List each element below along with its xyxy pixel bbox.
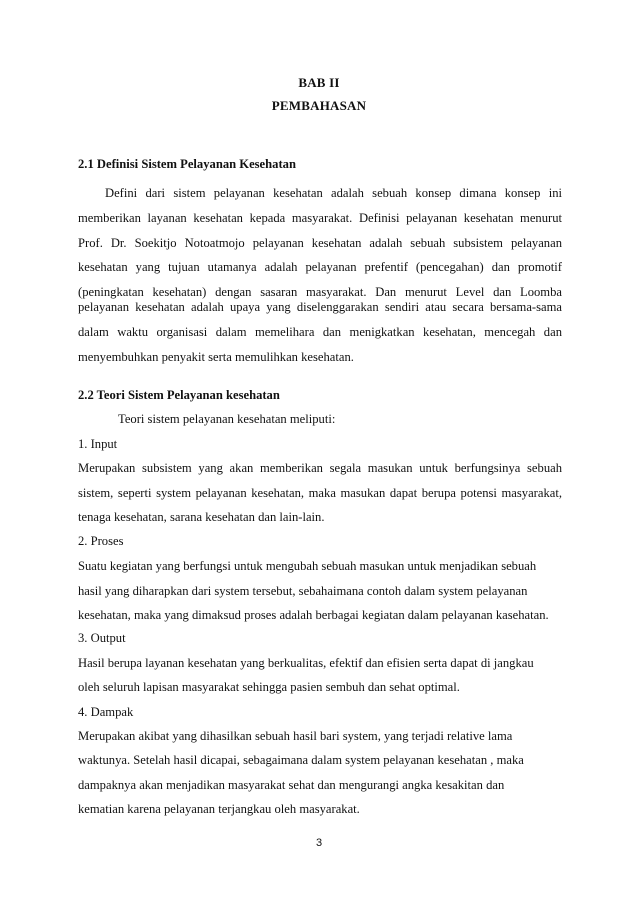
section-2-heading: 2.2 Teori Sistem Pelayanan kesehatan (78, 388, 280, 402)
paragraph-line: Suatu kegiatan yang berfungsi untuk mengubah sebuah masukan untuk menjadikan sebuah (78, 559, 537, 573)
list-item-label: 4. Dampak (78, 705, 134, 719)
paragraph-line: tenaga kesehatan, sarana kesehatan dan lain-lain. (78, 510, 325, 524)
paragraph-line: (peningkatan kesehatan) dengan sasaran masyarakat. Dan menurut Level dan Loomba (78, 285, 562, 299)
paragraph-line: Hasil berupa layanan kesehatan yang berkualitas, efektif dan efisien serta dapat di jangkau (78, 656, 534, 670)
paragraph-line: menyembuhkan penyakit serta memulihkan kesehatan. (78, 350, 354, 364)
paragraph-line: oleh seluruh lapisan masyarakat sehingga pasien sembuh dan sehat optimal. (78, 680, 460, 694)
list-item-label: 3. Output (78, 631, 126, 645)
section-1-heading: 2.1 Definisi Sistem Pelayanan Kesehatan (78, 157, 296, 171)
chapter-subtitle: PEMBAHASAN (271, 98, 367, 113)
paragraph-line: dampaknya akan menjadikan masyarakat sehat dan mengurangi angka kesakitan dan (78, 778, 505, 792)
chapter-title: BAB II (298, 75, 340, 90)
paragraph-line: kesehatan, maka yang dimaksud proses adalah berbagai kegiatan dalam pelayanan kasehatan. (78, 608, 549, 622)
paragraph-line: hasil yang diharapkan dari system tersebut, sebahaimana contoh dalam system pelayanan (78, 584, 528, 598)
paragraph-line: Merupakan subsistem yang akan memberikan segala masukan untuk berfungsinya sebuah (78, 461, 562, 475)
paragraph-line: Merupakan akibat yang dihasilkan sebuah hasil bari system, yang terjadi relative lama (78, 729, 513, 743)
paragraph-line: Defini dari sistem pelayanan kesehatan adalah sebuah konsep dimana konsep ini (105, 186, 562, 200)
page-number: 3 (315, 837, 323, 849)
section-2-intro: Teori sistem pelayanan kesehatan meliputi: (118, 412, 336, 426)
paragraph-line: kematian karena pelayanan terjangkau oleh masyarakat. (78, 802, 360, 816)
paragraph-line: pelayanan kesehatan adalah upaya yang diselenggarakan sendiri atau secara bersama-sama (78, 300, 562, 314)
paragraph-line: Prof. Dr. Soekitjo Notoatmojo pelayanan kesehatan adalah sebuah subsistem pelayanan (78, 236, 562, 250)
paragraph-line: dalam waktu organisasi dalam memelihara dan menigkatkan kesehatan, mencegah dan (78, 325, 562, 339)
paragraph-line: kesehatan yang tujuan utamanya adalah pelayanan prefentif (pencegahan) dan promotif (78, 260, 562, 274)
list-item-label: 1. Input (78, 437, 118, 451)
paragraph-line: memberikan layanan kesehatan kepada masyarakat. Definisi pelayanan kesehatan menurut (78, 211, 562, 225)
paragraph-line: sistem, seperti system pelayanan kesehatan, maka masukan dapat berupa potensi masyarakat, (78, 486, 562, 500)
paragraph-line: waktunya. Setelah hasil dicapai, sebagaimana dalam system pelayanan kesehatan , maka (78, 753, 524, 767)
list-item-label: 2. Proses (78, 534, 124, 548)
